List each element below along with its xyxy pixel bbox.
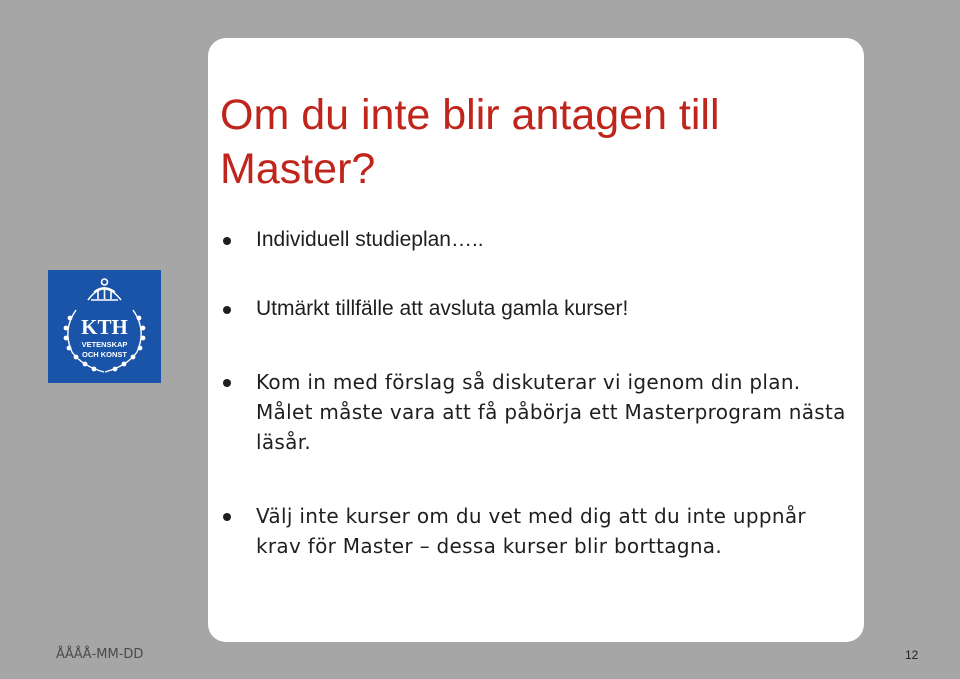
kth-logo-name: KTH — [81, 315, 128, 339]
kth-seal-icon — [48, 270, 161, 383]
bullet-text: Välj inte kurser om du vet med dig att du inte uppnår krav för Master – dessa kurser blir borttagna. — [256, 504, 806, 558]
footer-date: ÅÅÅÅ-MM-DD — [56, 647, 144, 662]
bullet-dot-icon — [223, 306, 231, 314]
bullet-dot-icon — [223, 513, 231, 521]
page-number: 12 — [905, 648, 919, 662]
kth-logo-line1: VETENSKAP — [81, 340, 128, 349]
bullet-dot-icon — [223, 379, 231, 387]
kth-logo — [48, 270, 161, 383]
slide-title: Om du inte blir antagen till Master? — [220, 91, 720, 193]
bullet-dot-icon — [223, 237, 231, 245]
bullet-text: Individuell studieplan….. — [256, 228, 484, 251]
kth-logo-line2: OCH KONST — [82, 350, 127, 359]
bullet-text: Utmärkt tillfälle att avsluta gamla kurser! — [256, 297, 629, 320]
bullet-text: Kom in med förslag så diskuterar vi igenom din plan. Målet måste vara att få påbörja ett Masterprogram nästa läsår. — [256, 370, 846, 454]
